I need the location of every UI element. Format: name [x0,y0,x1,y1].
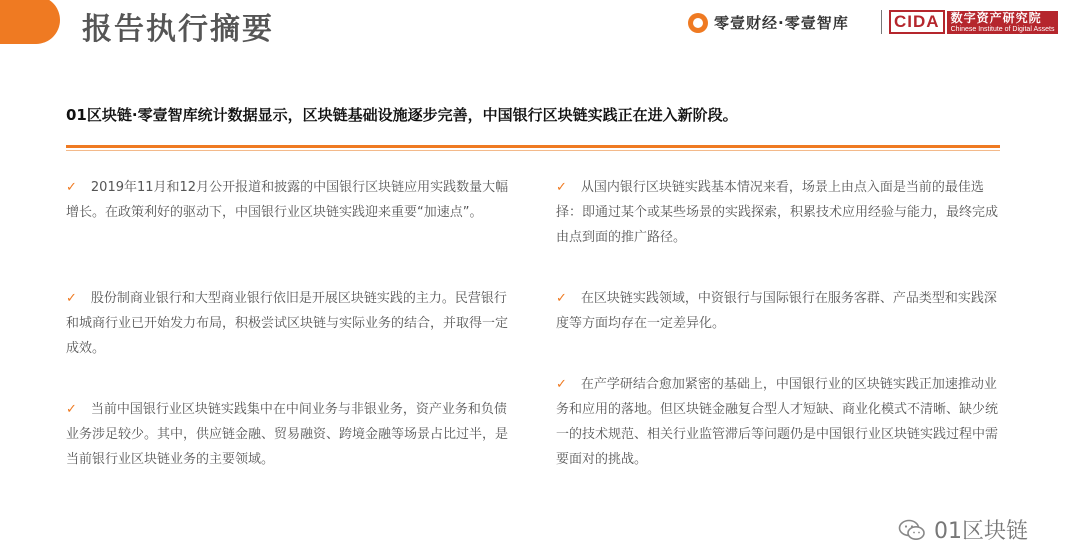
check-icon: ✓ [556,377,567,392]
check-icon: ✓ [66,180,77,195]
corner-accent-tab [0,0,60,44]
cida-logo: CIDA [889,10,945,34]
left-point-3 [66,397,516,472]
brand-cida [889,10,1058,34]
cida-name-cn: 数字资产研究院 [950,10,1042,25]
footer-label: 01区块链 [934,519,1028,544]
page-title: 报告执行摘要 [82,12,274,47]
check-icon: ✓ [66,402,77,417]
right-point-3 [556,372,1006,472]
left-point-1-text: 2019年11月和12月公开报道和披露的中国银行区块链应用实践数量大幅增长。在政策利好的驱动下，中国银行业区块链实践迎来重要“加速点”。 [66,180,509,220]
check-icon: ✓ [66,291,77,306]
left-point-1 [66,175,516,225]
right-point-2 [556,286,1006,336]
summary-headline: 01区块链·零壹智库统计数据显示，区块链基础设施逐步完善，中国银行区块链实践正在进入新阶段。 [66,106,738,124]
right-point-2-text: 在区块链实践领域，中资银行与国际银行在服务客群、产品类型和实践深度等方面均存在一定差异化。 [556,291,997,331]
right-point-3-text: 在产学研结合愈加紧密的基础上，中国银行业的区块链实践正加速推动业务和应用的落地。但区块链金融复合型人才短缺、商业化模式不清晰、缺少统一的技术规范、相关行业监管滞后等问题仍是中国银行业区块链实践过程中需要面对的挑战。 [556,377,999,467]
left-point-3-text: 当前中国银行业区块链实践集中在中间业务与非银业务，资产业务和负债业务涉足较少。其中，供应链金融、贸易融资、跨境金融等场景占比过半，是当前银行业区块链业务的主要领域。 [66,402,509,467]
check-icon: ✓ [556,180,567,195]
headline-rule-thin [66,150,1000,151]
footer-watermark [898,514,1028,545]
right-point-1 [556,175,1006,250]
headline-rule [66,145,1000,148]
lingyi-logo-icon [688,13,708,33]
cida-name-en: Chinese Institute of Digital Assets [950,25,1055,33]
brand-divider [881,10,882,34]
brand-lingyi-name: 零壹财经·零壹智库 [714,14,849,32]
cida-texts [947,11,1059,34]
right-point-1-text: 从国内银行区块链实践基本情况来看，场景上由点入面是当前的最佳选择：即通过某个或某些场景的实践探索，积累技术应用经验与能力，最终完成由点到面的推广路径。 [556,180,999,245]
left-point-2-text: 股份制商业银行和大型商业银行依旧是开展区块链实践的主力。民营银行和城商行业已开始发力布局，积极尝试区块链与实际业务的结合，并取得一定成效。 [66,291,509,356]
wechat-icon [898,519,926,541]
brand-lingyi [688,12,849,33]
left-point-2 [66,286,516,361]
check-icon: ✓ [556,291,567,306]
